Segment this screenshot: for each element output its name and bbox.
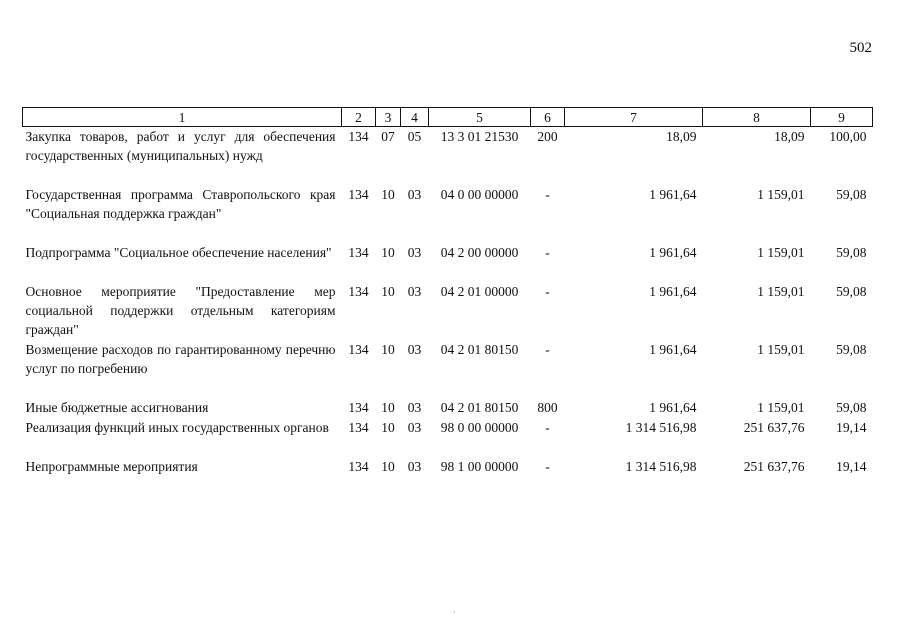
row-section-code: 10	[381, 341, 395, 357]
header-col-1: 1	[23, 108, 342, 127]
row-planned: 1 314 516,98	[625, 458, 697, 474]
row-expense-type: 200	[537, 129, 558, 144]
header-col-5: 5	[429, 108, 531, 127]
row-planned: 1 961,64	[649, 186, 697, 202]
row-executed: 1 159,01	[757, 283, 805, 299]
table-row	[23, 418, 873, 457]
row-planned: 1 314 516,98	[625, 419, 697, 435]
row-ministry-code: 134	[348, 341, 369, 357]
row-subsection-code: 03	[407, 419, 422, 435]
row-executed: 1 159,01	[757, 399, 805, 415]
row-target-code: 04 2 01 00000	[440, 283, 519, 299]
row-planned: 1 961,64	[649, 399, 697, 415]
header-col-6: 6	[531, 108, 565, 127]
row-subsection-code: 03	[407, 458, 422, 474]
row-name: Возмещение расходов по гарантированному перечню услуг по погребению	[25, 341, 336, 376]
row-target-code: 98 1 00 00000	[440, 458, 519, 474]
row-expense-type: -	[545, 419, 550, 435]
row-executed: 251 637,76	[743, 419, 805, 435]
row-name: Государственная программа Ставропольского края "Социальная поддержка граждан"	[25, 186, 336, 221]
row-percent: 59,08	[836, 283, 867, 299]
row-section-code: 07	[381, 129, 395, 144]
row-subsection-code: 03	[407, 283, 422, 299]
row-section-code: 10	[381, 458, 395, 474]
table-row	[23, 340, 873, 398]
row-subsection-code: 03	[407, 244, 422, 260]
row-ministry-code: 134	[348, 458, 369, 474]
row-subsection-code: 03	[407, 399, 422, 415]
row-planned: 18,09	[666, 129, 697, 144]
row-section-code: 10	[381, 283, 395, 299]
row-planned: 1 961,64	[649, 283, 697, 299]
row-subsection-code: 05	[407, 129, 422, 144]
row-target-code: 04 2 00 00000	[440, 244, 519, 260]
row-section-code: 10	[381, 244, 395, 260]
row-target-code: 13 3 01 21530	[440, 129, 519, 144]
row-section-code: 10	[381, 186, 395, 202]
row-name: Основное мероприятие "Предоставление мер социальной поддержки отдельным категориям граждан"	[25, 283, 336, 337]
row-percent: 59,08	[836, 186, 867, 202]
row-name: Подпрограмма "Социальное обеспечение населения"	[25, 244, 332, 260]
row-section-code: 10	[381, 399, 395, 415]
row-subsection-code: 03	[407, 186, 422, 202]
row-ministry-code: 134	[348, 244, 369, 260]
table-row	[23, 282, 873, 340]
row-planned: 1 961,64	[649, 341, 697, 357]
header-col-2: 2	[342, 108, 376, 127]
row-percent: 19,14	[836, 458, 867, 474]
row-ministry-code: 134	[348, 399, 369, 415]
row-ministry-code: 134	[348, 283, 369, 299]
row-name: Закупка товаров, работ и услуг для обеспечения государственных (муниципальных) нужд	[25, 129, 336, 163]
row-ministry-code: 134	[348, 419, 369, 435]
row-executed: 251 637,76	[743, 458, 805, 474]
row-section-code: 10	[381, 419, 395, 435]
page-number: 502	[849, 40, 872, 56]
table-row	[23, 457, 873, 477]
row-name: Непрограммные мероприятия	[25, 458, 198, 474]
row-executed: 1 159,01	[757, 341, 805, 357]
header-col-9: 9	[811, 108, 873, 127]
budget-table	[22, 107, 873, 477]
row-planned: 1 961,64	[649, 244, 697, 260]
header-col-8: 8	[703, 108, 811, 127]
header-col-7: 7	[565, 108, 703, 127]
row-target-code: 04 2 01 80150	[440, 399, 519, 415]
row-subsection-code: 03	[407, 341, 422, 357]
row-executed: 1 159,01	[757, 186, 805, 202]
row-ministry-code: 134	[348, 186, 369, 202]
row-expense-type: -	[545, 341, 550, 357]
row-percent: 59,08	[836, 244, 867, 260]
table-row	[23, 185, 873, 243]
row-expense-type: -	[545, 186, 550, 202]
row-expense-type: 800	[537, 399, 558, 415]
table-row	[23, 398, 873, 418]
row-percent: 100,00	[829, 129, 867, 144]
row-percent: 59,08	[836, 341, 867, 357]
row-executed: 1 159,01	[757, 244, 805, 260]
header-row	[23, 108, 873, 127]
table-row	[23, 127, 873, 185]
row-expense-type: -	[545, 244, 550, 260]
header-col-4: 4	[401, 108, 429, 127]
row-expense-type: -	[545, 283, 550, 299]
scan-artifact	[454, 611, 455, 613]
row-name: Иные бюджетные ассигнования	[25, 399, 209, 415]
row-target-code: 98 0 00 00000	[440, 419, 519, 435]
row-ministry-code: 134	[348, 129, 369, 144]
row-target-code: 04 0 00 00000	[440, 186, 519, 202]
row-percent: 19,14	[836, 419, 867, 435]
row-expense-type: -	[545, 458, 550, 474]
header-col-3: 3	[376, 108, 401, 127]
row-percent: 59,08	[836, 399, 867, 415]
row-name: Реализация функций иных государственных органов	[25, 419, 329, 435]
table-row	[23, 243, 873, 282]
row-target-code: 04 2 01 80150	[440, 341, 519, 357]
row-executed: 18,09	[774, 129, 805, 144]
